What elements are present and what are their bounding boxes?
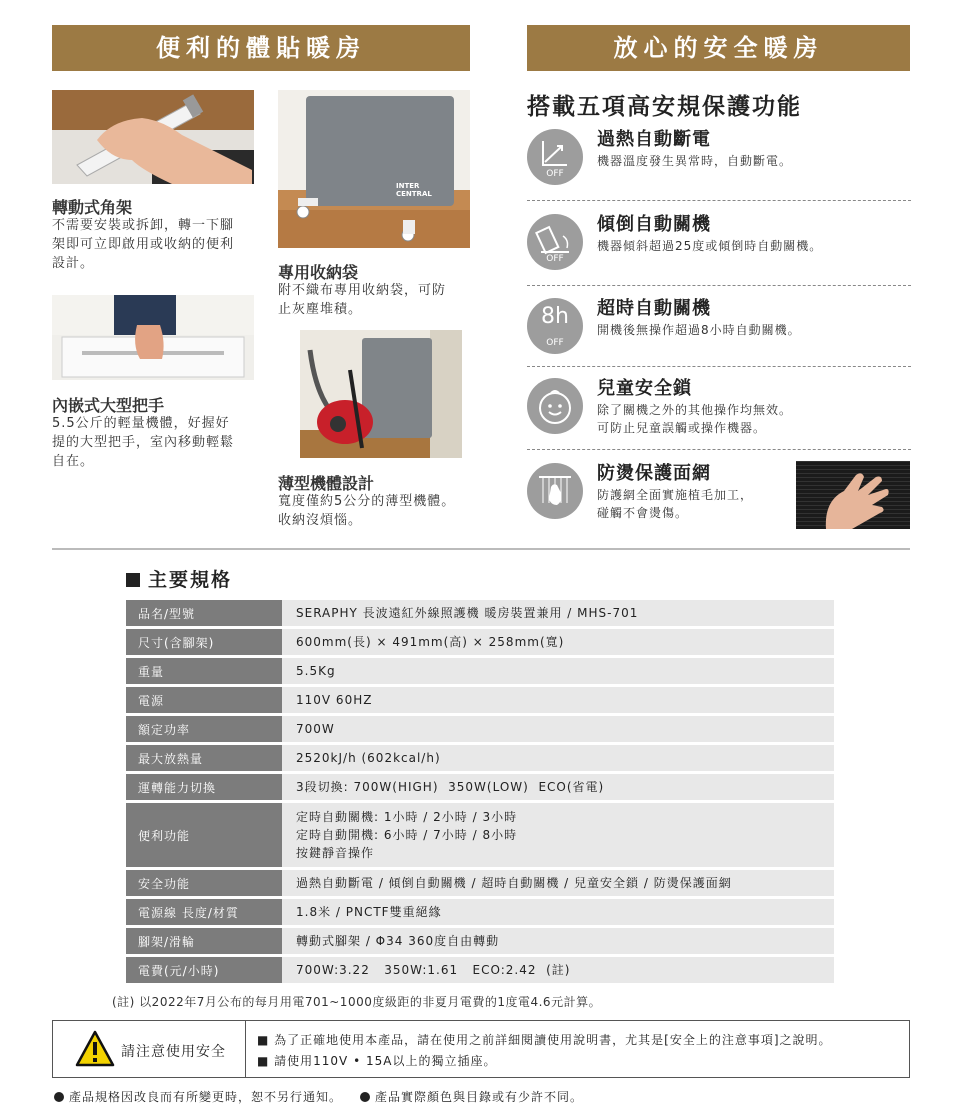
spec-key: 電源 <box>126 687 282 713</box>
spec-key: 電源線 長度/材質 <box>126 899 282 925</box>
safety-heading: 搭載五項高安規保護功能 <box>527 94 802 120</box>
timer-icon: 8h OFF <box>527 298 583 354</box>
section-separator <box>52 548 910 550</box>
footer-note-spec-change: 產品規格因改良而有所變更時，恕不另行通知。 <box>54 1088 342 1105</box>
safety-title-timer: 超時自動關機 <box>597 298 711 319</box>
safety-desc-tilt: 機器傾斜超過25度或傾倒時自動關機。 <box>597 239 823 253</box>
square-bullet-icon <box>126 573 140 587</box>
safety-desc-guard-grill: 防護網全面實施植毛加工， 碰觸不會燙傷。 <box>597 488 754 520</box>
warning-label: 請注意使用安全 <box>121 1044 226 1060</box>
spec-key: 品名/型號 <box>126 600 282 626</box>
spec-value: 5.5Kg <box>282 658 834 684</box>
safety-title-guard-grill: 防燙保護面網 <box>597 463 711 484</box>
table-row <box>126 870 834 896</box>
spec-value: 1.8米 / PNCTF雙重絕緣 <box>282 899 834 925</box>
storage-bag-photo <box>278 90 470 248</box>
safety-item-child-lock <box>527 378 911 444</box>
spec-value: SERAPHY 長波遠紅外線照護機 暖房裝置兼用 / MHS-701 <box>282 600 834 626</box>
left-banner: 便利的體貼暖房 <box>52 25 470 71</box>
safety-item-tilt <box>527 214 911 274</box>
overheat-icon: OFF <box>527 129 583 185</box>
feature-title-slim-design: 薄型機體設計 <box>278 474 375 493</box>
feature-title-rotating-stand: 轉動式角架 <box>52 198 133 217</box>
spec-value: 600mm(長) × 491mm(高) × 258mm(寬) <box>282 629 834 655</box>
table-row <box>126 745 834 771</box>
warning-triangle-icon <box>75 1030 115 1068</box>
divider <box>527 200 911 201</box>
divider <box>527 285 911 286</box>
safety-desc-overheat: 機器溫度發生異常時，自動斷電。 <box>597 154 793 168</box>
spec-value: 3段切換: 700W(HIGH) 350W(LOW) ECO(省電) <box>282 774 834 800</box>
spec-key: 尺寸(含腳架) <box>126 629 282 655</box>
footer-note-color: 產品實際顏色與目錄或有少許不同。 <box>360 1088 583 1105</box>
warning-divider <box>245 1021 246 1077</box>
bullet-icon <box>54 1092 64 1102</box>
divider <box>527 366 911 367</box>
bullet-icon <box>360 1092 370 1102</box>
divider <box>527 449 911 450</box>
table-row <box>126 957 834 983</box>
spec-key: 電費(元/小時) <box>126 957 282 983</box>
safety-title-overheat: 過熱自動斷電 <box>597 129 711 150</box>
feature-title-storage-bag: 專用收納袋 <box>278 263 359 282</box>
table-row <box>126 774 834 800</box>
feature-title-handle: 內嵌式大型把手 <box>52 396 165 415</box>
rotating-stand-photo <box>52 90 254 184</box>
spec-key: 額定功率 <box>126 716 282 742</box>
child-face-icon <box>527 378 583 434</box>
warning-line-manual: ■ 為了正確地使用本產品，請在使用之前詳細閱讀使用說明書，尤其是[安全上的注意事項]之說明。 <box>257 1033 832 1047</box>
handle-photo <box>52 295 254 380</box>
table-row <box>126 899 834 925</box>
spec-key: 安全功能 <box>126 870 282 896</box>
table-row <box>126 687 834 713</box>
guard-grill-photo <box>796 461 910 529</box>
spec-value: 700W <box>282 716 834 742</box>
slim-design-photo <box>300 330 462 458</box>
safety-desc-timer: 開機後無操作超過8小時自動關機。 <box>597 323 801 337</box>
feature-desc-handle: 5.5公斤的輕量機體，好握好 提的大型把手，室內移動輕鬆 自在。 <box>52 416 235 469</box>
spec-heading: 主要規格 <box>126 565 232 592</box>
feature-desc-rotating-stand: 不需要安裝或拆卸，轉一下腳 架即可立即啟用或收納的便利 設計。 <box>52 218 235 271</box>
safety-item-timer <box>527 298 911 358</box>
spec-value: 700W:3.22 350W:1.61 ECO:2.42 (註) <box>282 957 834 983</box>
spec-key: 重量 <box>126 658 282 684</box>
table-row <box>126 600 834 626</box>
warning-line-outlet: ■ 請使用110V • 15A以上的獨立插座。 <box>257 1054 497 1068</box>
spec-key: 便利功能 <box>126 803 282 867</box>
safety-warning-box <box>52 1020 910 1078</box>
spec-value: 110V 60HZ <box>282 687 834 713</box>
tilt-icon: OFF <box>527 214 583 270</box>
safety-desc-child-lock: 除了關機之外的其他操作均無效。 可防止兒童誤觸或操作機器。 <box>597 403 793 435</box>
table-row <box>126 928 834 954</box>
table-row <box>126 716 834 742</box>
spec-value: 過熱自動斷電 / 傾倒自動關機 / 超時自動關機 / 兒童安全鎖 / 防燙保護面網 <box>282 870 834 896</box>
table-row <box>126 803 834 867</box>
bag-brand-logo: INTER CENTRAL <box>396 182 432 198</box>
table-row <box>126 629 834 655</box>
table-row <box>126 658 834 684</box>
spec-footnote: (註) 以2022年7月公布的每月用電701~1000度級距的非夏月電費的1度電4.6元計算。 <box>112 995 602 1009</box>
spec-table <box>126 597 834 986</box>
safety-title-tilt: 傾倒自動關機 <box>597 214 711 235</box>
right-banner: 放心的安全暖房 <box>527 25 910 71</box>
spec-key: 運轉能力切換 <box>126 774 282 800</box>
spec-value: 定時自動關機: 1小時 / 2小時 / 3小時 定時自動開機: 6小時 / 7小時 / 8小時 按鍵靜音操作 <box>282 803 834 867</box>
feature-desc-storage-bag: 附不織布專用收納袋，可防 止灰塵堆積。 <box>278 283 447 317</box>
spec-value: 轉動式腳架 / Φ34 360度自由轉動 <box>282 928 834 954</box>
hand-grill-icon <box>527 463 583 519</box>
feature-desc-slim-design: 寬度僅約5公分的薄型機體。 收納沒煩惱。 <box>278 494 456 528</box>
safety-title-child-lock: 兒童安全鎖 <box>597 378 692 399</box>
spec-key: 最大放熱量 <box>126 745 282 771</box>
spec-value: 2520kJ/h (602kcal/h) <box>282 745 834 771</box>
spec-key: 腳架/滑輪 <box>126 928 282 954</box>
safety-item-overheat <box>527 129 911 189</box>
